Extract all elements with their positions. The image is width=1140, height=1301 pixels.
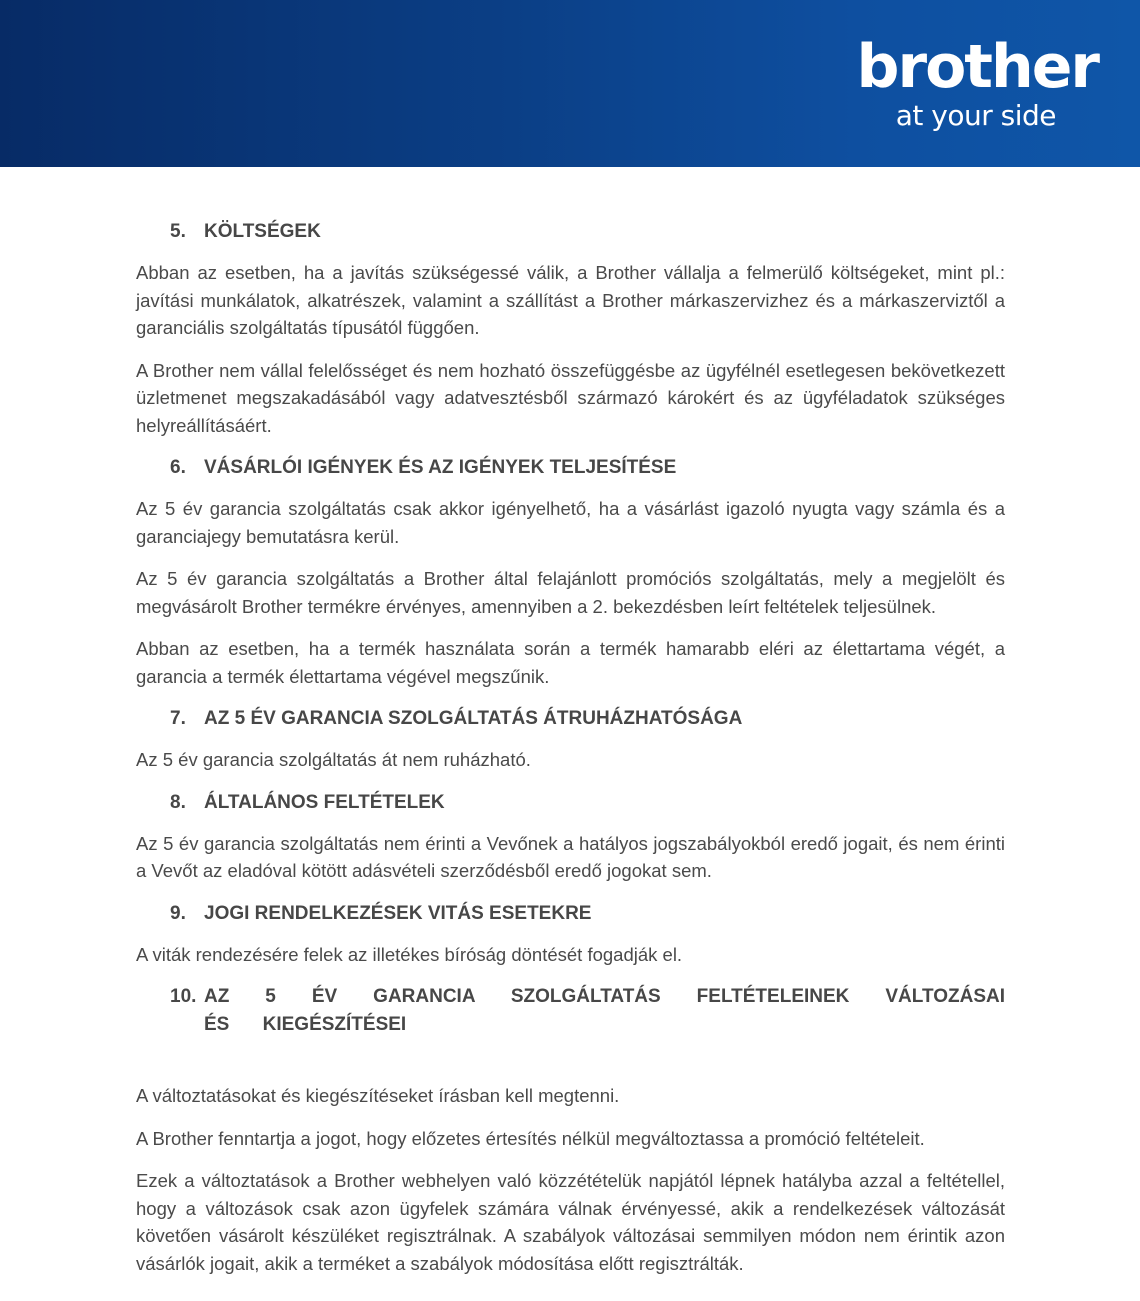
section-heading-6 bbox=[136, 454, 1005, 482]
paragraph: A viták rendezésére felek az illetékes bíróság döntését fogadják el. bbox=[136, 943, 683, 965]
section-heading-7 bbox=[136, 705, 1005, 733]
section-heading-10 bbox=[136, 983, 1005, 1039]
section-number: 10. bbox=[170, 986, 197, 1007]
section-number: 7. bbox=[170, 708, 186, 729]
section-title: AZ 5 ÉV GARANCIA SZOLGÁLTATÁS FELTÉTELEINEK VÁLTOZÁSAI ÉS KIEGÉSZÍTÉSEI bbox=[204, 986, 1005, 1035]
section-number: 9. bbox=[170, 902, 186, 924]
logo-tagline-text: at your side bbox=[895, 99, 1056, 132]
logo-brand-text: brother bbox=[856, 32, 1098, 102]
paragraph: Az 5 év garancia szolgáltatás át nem ruházható. bbox=[136, 749, 531, 770]
section-heading-8 bbox=[136, 789, 1005, 817]
paragraph: Ezek a változtatások a Brother webhelyen való közzétételük napjától lépnek hatályba azzal a feltétellel, hogy a változások csak azon ügyfelek számára válnak érvényessé, akik a rendelkezések változását követően vásárolt készüléket regisztrálnak. A szabályok változásai semmilyen módon nem érintik azon vásárlók jogait, akik a terméket a szabályok módosítása előtt regisztrálták. bbox=[136, 1170, 1005, 1274]
brother-logo bbox=[848, 34, 1098, 132]
section-title: VÁSÁRLÓI IGÉNYEK ÉS AZ IGÉNYEK TELJESÍTÉSE bbox=[204, 457, 677, 478]
section-heading-5 bbox=[136, 218, 1005, 246]
section-title: ÁLTALÁNOS FELTÉTELEK bbox=[204, 791, 445, 813]
paragraph: Abban az esetben, ha a termék használata során a termék hamarabb eléri az élettartama végét, a garancia a termék élettartama végével megszűnik. bbox=[136, 638, 1005, 687]
paragraph: Az 5 év garancia szolgáltatás nem érinti a Vevőnek a hatályos jogszabályokból eredő jogait, és nem érinti a Vevőt az eladóval kötött adásvételi szerződésből eredő jogokat sem. bbox=[136, 832, 1005, 881]
header-banner bbox=[0, 0, 1140, 167]
section-title: KÖLTSÉGEK bbox=[204, 221, 321, 242]
paragraph: Az 5 év garancia szolgáltatás a Brother által felajánlott promóciós szolgáltatás, mely a megjelölt és megvásárolt Brother termékre érvényes, amennyiben a 2. bekezdésben leírt feltételek teljesülnek. bbox=[136, 568, 1005, 617]
paragraph: A Brother nem vállal felelősséget és nem hozható összefüggésbe az ügyfélnél esetlegesen bekövetkezett üzletmenet megszakadásából vagy adatvesztésből származó károkért és az ügyféladatok szükséges helyreállításáért. bbox=[136, 359, 1005, 436]
section-number: 6. bbox=[170, 457, 186, 478]
paragraph: Abban az esetben, ha a javítás szükségessé válik, a Brother vállalja a felmerülő költségeket, mint pl.: javítási munkálatok, alkatrészek, valamint a szállítást a Brother márkaszervizhez és a márkaszerviztől a garanciális szolgáltatás típusától függően. bbox=[136, 262, 1005, 338]
section-number: 8. bbox=[170, 791, 186, 813]
spacer bbox=[136, 1052, 1005, 1082]
document-body bbox=[136, 218, 1005, 1292]
paragraph: Az 5 év garancia szolgáltatás csak akkor igényelhető, ha a vásárlást igazoló nyugta vagy számla és a garanciajegy bemutatásra kerül. bbox=[136, 498, 1005, 547]
section-title: JOGI RENDELKEZÉSEK VITÁS ESETEKRE bbox=[204, 902, 592, 924]
section-title: AZ 5 ÉV GARANCIA SZOLGÁLTATÁS ÁTRUHÁZHATÓSÁGA bbox=[204, 708, 743, 729]
paragraph: A Brother fenntartja a jogot, hogy előzetes értesítés nélkül megváltoztassa a promóció feltételeit. bbox=[136, 1127, 925, 1149]
section-number: 5. bbox=[170, 221, 186, 242]
paragraph: A változtatásokat és kiegészítéseket írásban kell megtenni. bbox=[136, 1085, 620, 1106]
section-heading-9 bbox=[136, 900, 1005, 928]
